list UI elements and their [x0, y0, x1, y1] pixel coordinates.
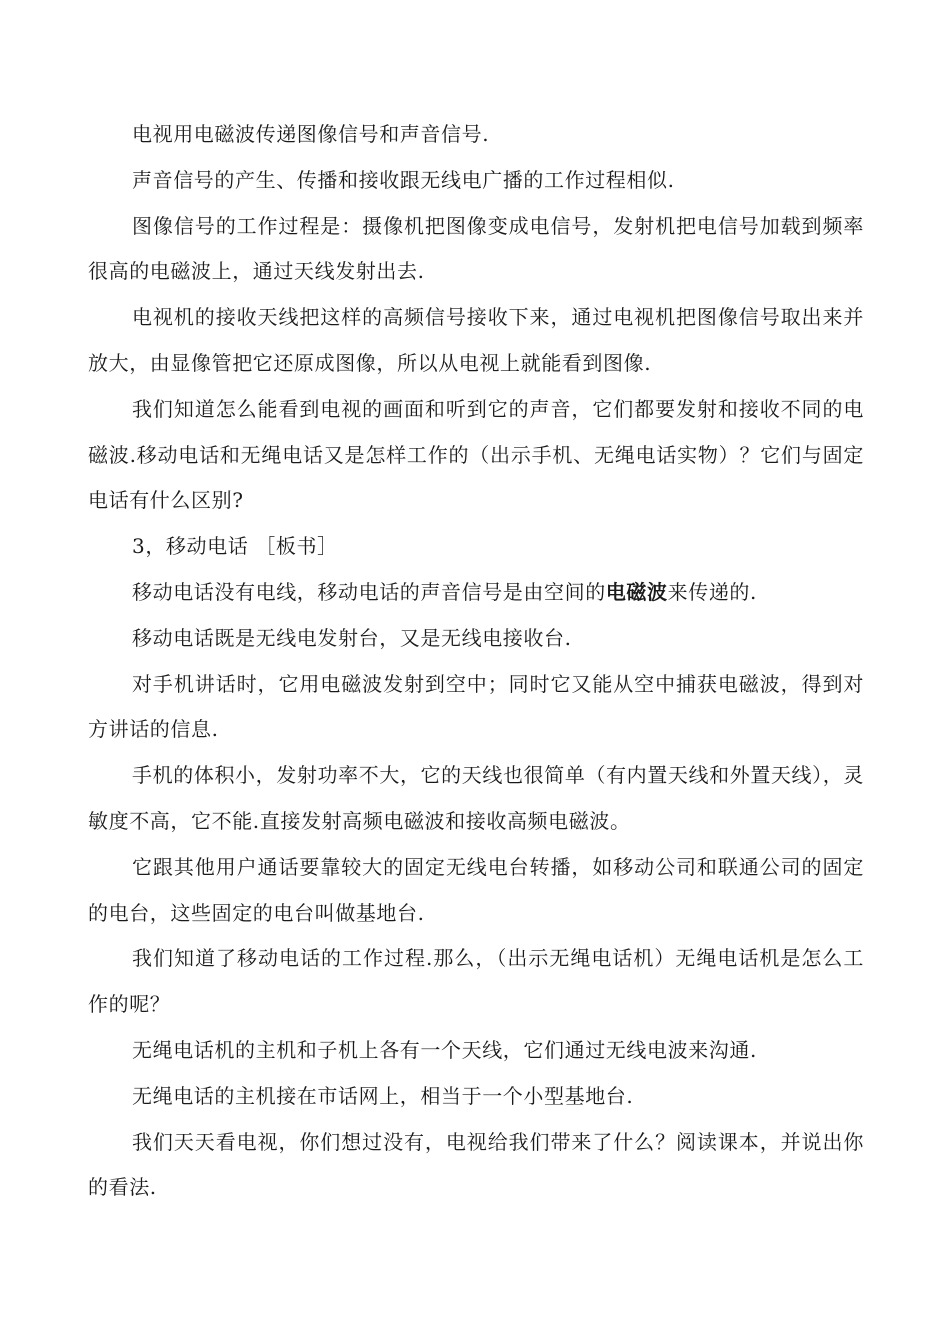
document-page [88, 112, 864, 1211]
paragraph-1: 电视用电磁波传递图像信号和声音信号. [132, 122, 490, 146]
paragraph-4: 电视机的接收天线把这样的高频信号接收下来，通过电视机把图像信号取出来并放大，由显像管把它还原成图像，所以从电视上就能看到图像. [88, 305, 864, 375]
paragraph-8: 移动电话既是无线电发射台，又是无线电接收台. [132, 625, 572, 650]
paragraph-10: 手机的体积小，发射功率不大，它的天线也很简单（有内置天线和外置天线），灵敏度不高，它不能.直接发射高频电磁波和接收高频电磁波。 [88, 763, 864, 833]
paragraph-11: 它跟其他用户通话要靠较大的固定无线电台转播，如移动公司和联通公司的固定的电台，这些固定的电台叫做基地台. [88, 854, 864, 925]
paragraph-2: 声音信号的产生、传播和接收跟无线电广播的工作过程相似. [132, 167, 675, 192]
paragraph-7-after: 来传递的. [667, 579, 757, 604]
paragraph-7-before: 移动电话没有电线，移动电话的声音信号是由空间的 [132, 579, 606, 604]
paragraph-12: 我们知道了移动电话的工作过程.那么，（出示无绳电话机）无绳电话机是怎么工作的呢？ [88, 946, 864, 1017]
paragraph-7-bold-term: 电磁波 [605, 579, 668, 604]
paragraph-13: 无绳电话机的主机和子机上各有一个天线，它们通过无线电波来沟通. [132, 1037, 757, 1062]
paragraph-9: 对手机讲话时，它用电磁波发射到空中；同时它又能从空中捕获电磁波，得到对方讲话的信息. [88, 671, 864, 742]
paragraph-15: 我们天天看电视，你们想过没有，电视给我们带来了什么？阅读课本，并说出你的看法. [88, 1129, 864, 1200]
paragraph-14: 无绳电话的主机接在市话网上，相当于一个小型基地台. [132, 1083, 634, 1108]
section-heading-mobile-phone: 3，移动电话 ［板书］ [132, 534, 338, 559]
paragraph-3: 图像信号的工作过程是：摄像机把图像变成电信号，发射机把电信号加载到频率很高的电磁波上，通过天线发射出去. [88, 213, 864, 284]
paragraph-5: 我们知道怎么能看到电视的画面和听到它的声音，它们都要发射和接收不同的电磁波.移动电话和无绳电话又是怎样工作的（出示手机、无绳电话实物）？它们与固定电话有什么区别? [88, 396, 864, 513]
paragraph-7 [88, 570, 864, 616]
